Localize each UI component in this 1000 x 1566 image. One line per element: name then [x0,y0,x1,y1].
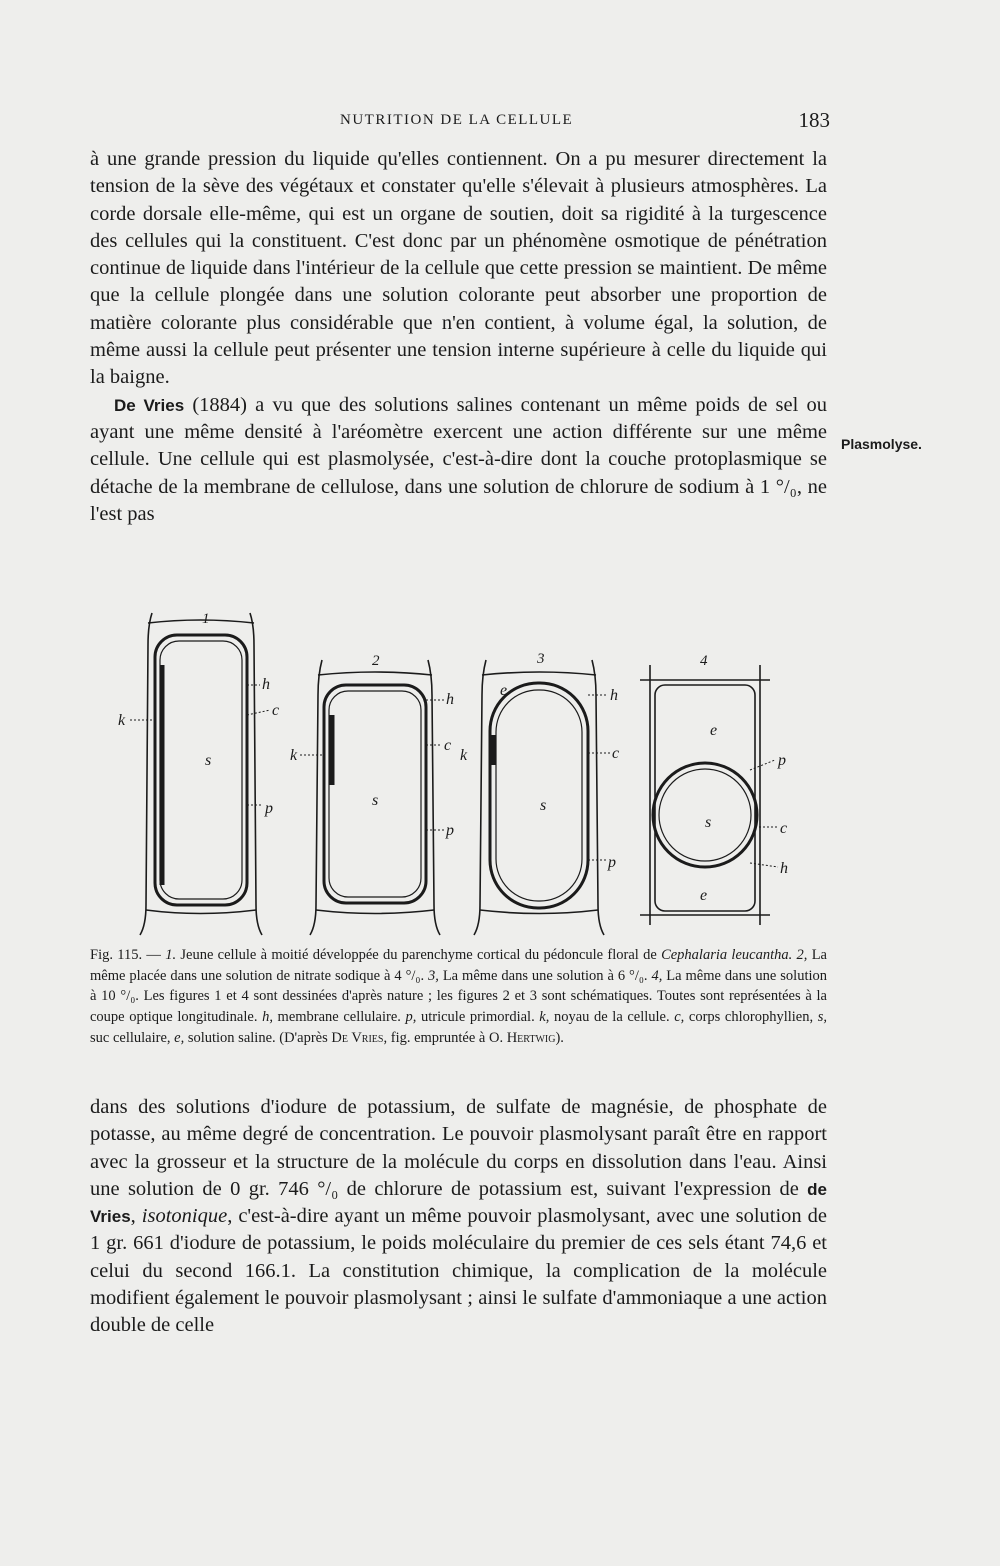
caption-k: k, [539,1009,550,1026]
caption-n2: 2, [796,947,808,963]
label-e: e [700,887,708,904]
label-p: p [778,752,786,769]
caption-n4: 4, [651,967,663,984]
figure-number-4: 4 [700,653,708,669]
label-e: e [710,722,718,739]
label-c: c [272,702,280,719]
label-h: h [262,676,270,693]
caption-hertwig: Hertwig [506,1029,556,1046]
author-name: De Vries [114,395,185,415]
caption-tp: utricule primordial. [416,1009,540,1026]
caption-h: h, [262,1009,273,1026]
running-title: NUTRITION DE LA CELLULE [340,112,574,128]
label-s: s [705,814,712,831]
label-k: k [118,712,126,729]
label-c: c [780,820,788,837]
caption-tk: noyau de la cellule. [549,1009,675,1026]
caption-ts: suc cellulaire, [90,1029,175,1046]
label-e: e [500,682,508,699]
author-name: de Vries [90,1179,827,1227]
paragraph-2 [90,392,827,528]
caption-c: c, [674,1009,685,1026]
figure-number-3: 3 [537,651,545,667]
paragraph-1: à une grande pression du liquide qu'elles contiennent. On a pu mesurer directement la tension de la sève des végétaux et constater qu'elle s'élevait à plusieurs atmosphères. La corde dorsale elle-même, qui est un organe de soutien, doit sa rigidité à la turgescence des cellules qui la constituent. C'est donc par un phénomène osmotique de pénétration continue de liquide dans l'intérieur de la cellule que cette pression se maintient. De même que la cellule plongée dans une solution colorante peut absorber une proportion de matière colorante plus considérable que n'en contient, à volume égal, la solution, de même aussi la cellule peut présenter une tension interne supérieure à celle du liquide qui la baigne. [90,148,827,389]
paragraph-3-part-2: , [130,1205,142,1228]
paragraph-3-part-1: dans des solutions d'iodure de potassium, de sulfate de magnésie, de phosphate de potasse, au même degré de concentration. Le pouvoir plasmolysant paraît être en rapport avec la grosseur et la structure de la molécule du corps en dissolution dans l'eau. Ainsi une solution de 0 gr. 746 °/₀ de chlorure de potassium est, suivant l'expression de [90,1096,827,1200]
caption-fig: Fig. 115. — [90,947,166,963]
caption-tc: corps chlorophyllien, [684,1009,818,1026]
figure-number-1: 1 [202,611,210,627]
caption-t4: La même dans une solution à 10 °/₀. Les figures 1 et 4 sont dessinées d'après nature ; les figures 2 et 3 sont schématiques. Toutes sont représentées à la coupe optique longitudinale. [90,967,828,1026]
caption-n1: 1. [165,947,177,963]
caption-species: Cephalaria leucantha. [661,947,793,963]
margin-note: Plasmolyse. [841,436,922,452]
caption-tend: ). [555,1029,564,1046]
label-h: h [780,860,788,877]
label-h: h [446,691,454,708]
paragraph-3 [90,1094,827,1340]
caption-te: solution saline. (D'après [184,1029,332,1046]
label-s: s [205,752,212,769]
label-c: c [612,745,620,762]
cell-3-drawing [474,660,604,935]
label-p: p [265,800,273,817]
figure-115 [110,605,810,940]
text-block-top [90,146,827,528]
cell-1-drawing [140,613,262,935]
running-header [90,108,830,138]
label-s: s [372,792,379,809]
label-s: s [540,797,547,814]
caption-s: s, [817,1009,827,1026]
label-h: h [610,687,618,704]
term-isotonique: isotonique [141,1205,228,1228]
label-k: k [460,747,468,764]
figure-number-2: 2 [372,653,380,669]
cell-plasmolysis-illustration [110,605,810,940]
text-block-bottom [90,1094,827,1340]
label-p: p [446,822,454,839]
caption-devries: De Vries [331,1029,384,1046]
page-number: 183 [798,108,830,132]
caption-p: p, [405,1009,417,1026]
paragraph-2-text: (1884) a vu que des solutions salines contenant un même poids de sel ou ayant une même densité à l'aréomètre exercent une action différente sur une même cellule. Une cellule qui est plasmolysée, c'est-à-dire dont la couche protoplasmique se détache de la membrane de cellulose, dans une solution de chlorure de sodium à 1 °/₀, ne l'est pas [90,393,828,525]
caption-tf: , fig. empruntée à O. [383,1029,507,1046]
label-c: c [444,737,452,754]
caption-t1: Jeune cellule à moitié développée du parenchyme cortical du pédoncule floral de [176,947,662,963]
caption-n3: 3, [428,967,439,984]
caption-e: e, [174,1029,185,1046]
paragraph-3-part-3: , c'est-à-dire ayant un même pouvoir plasmolysant, avec une solution de 1 gr. 661 d'iodure de potassium, le poids moléculaire du premier de ces sels étant 74,6 et celui du second 166.1. La constitution chimique, la complication de la molécule modifient également le pouvoir plasmolysant ; ainsi le sulfate d'ammoniaque a une action double de celle [90,1205,828,1337]
caption-t2: La même placée dans une solution de nitrate sodique à 4 °/₀. [90,947,827,984]
label-k: k [290,747,298,764]
caption-th: membrane cellulaire. [272,1009,406,1026]
caption-t3: La même dans une solution à 6 °/₀. [438,967,652,984]
figure-caption [90,945,827,1049]
cell-4-drawing [640,665,770,925]
label-p: p [608,854,616,871]
